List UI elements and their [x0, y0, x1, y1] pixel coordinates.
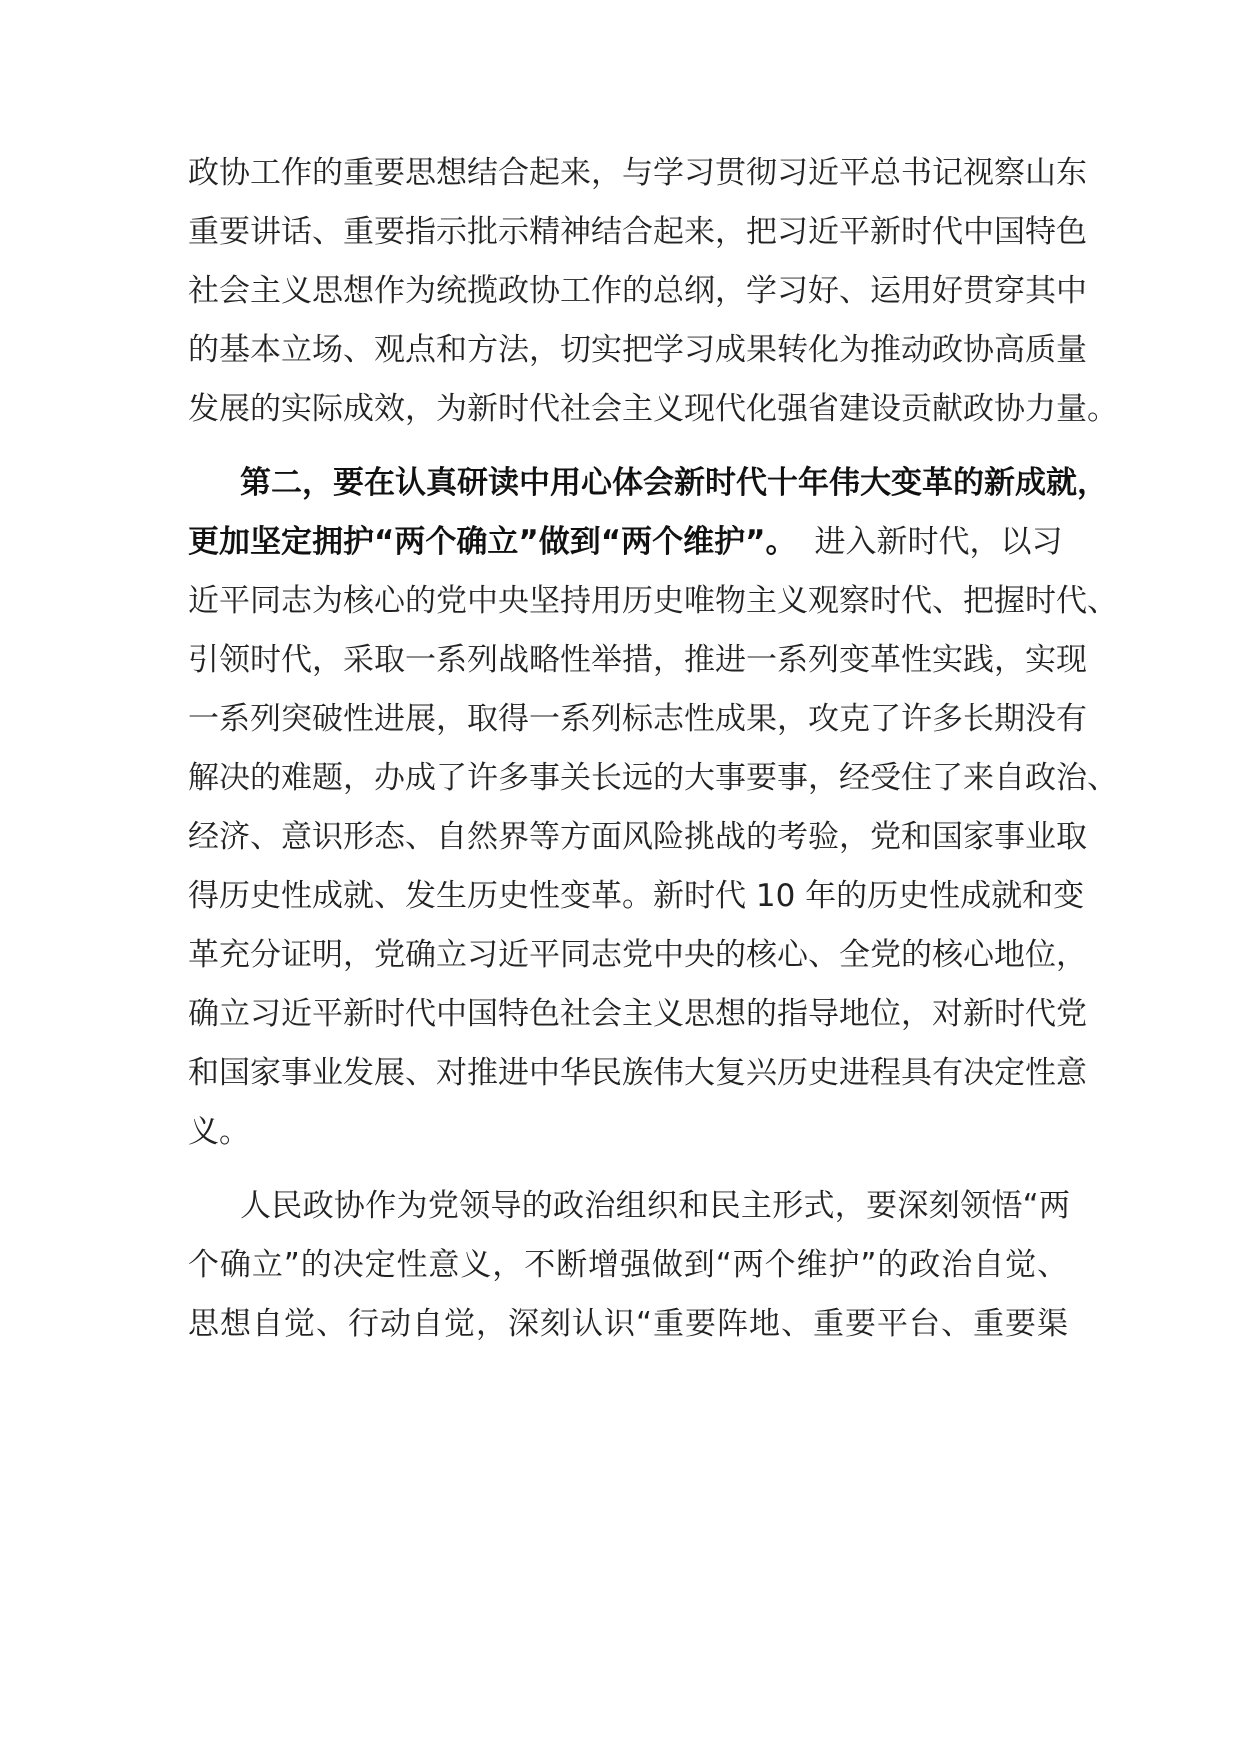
text-line: 社会主义思想作为统揽政协工作的总纲，学习好、运用好贯穿其中 [188, 273, 1087, 309]
text-line: 经济、意识形态、自然界等方面风险挑战的考验，党和国家事业取 [188, 819, 1087, 855]
heading-continuation-line [188, 517, 1068, 567]
text-line: 引领时代，采取一系列战略性举措，推进一系列变革性实践，实现 [188, 642, 1087, 678]
text-line: 一系列突破性进展，取得一系列标志性成果，攻克了许多长期没有 [188, 701, 1087, 737]
text-line: 个确立”的决定性意义，不断增强做到“两个维护”的政治自觉、 [188, 1247, 1068, 1283]
section-heading: 第二，要在认真研读中用心体会新时代十年伟大变革的新成就， [240, 465, 1108, 501]
text-line: 思想自觉、行动自觉，深刻认识“重要阵地、重要平台、重要渠 [188, 1306, 1068, 1342]
body-text: 进入新时代，以习 [814, 524, 1063, 560]
text-line: 革充分证明，党确立习近平同志党中央的核心、全党的核心地位， [188, 937, 1087, 973]
text-line: 解决的难题，办成了许多事关长远的大事要事，经受住了来自政治、 [188, 760, 1118, 796]
text-line: 重要讲话、重要指示批示精神结合起来，把习近平新时代中国特色 [188, 214, 1087, 250]
heading-emphasis: 更加坚定拥护“两个确立”做到“两个维护”。 [188, 524, 797, 560]
text-line: 确立习近平新时代中国特色社会主义思想的指导地位，对新时代党 [188, 996, 1087, 1032]
text-line: 的基本立场、观点和方法，切实把学习成果转化为推动政协高质量 [188, 332, 1087, 368]
text-line: 近平同志为核心的党中央坚持用历史唯物主义观察时代、把握时代、 [188, 583, 1118, 619]
text-line: 政协工作的重要思想结合起来，与学习贯彻习近平总书记视察山东 [188, 155, 1087, 191]
text-line: 义。 [188, 1114, 250, 1150]
text-line: 人民政协作为党领导的政治组织和民主形式，要深刻领悟“两 [240, 1188, 1070, 1224]
text-line: 得历史性成就、发生历史性变革。新时代 10 年的历史性成就和变 [188, 878, 1085, 914]
text-line: 发展的实际成效，为新时代社会主义现代化强省建设贡献政协力量。 [188, 391, 1118, 427]
text-line: 和国家事业发展、对推进中华民族伟大复兴历史进程具有决定性意 [188, 1055, 1087, 1091]
